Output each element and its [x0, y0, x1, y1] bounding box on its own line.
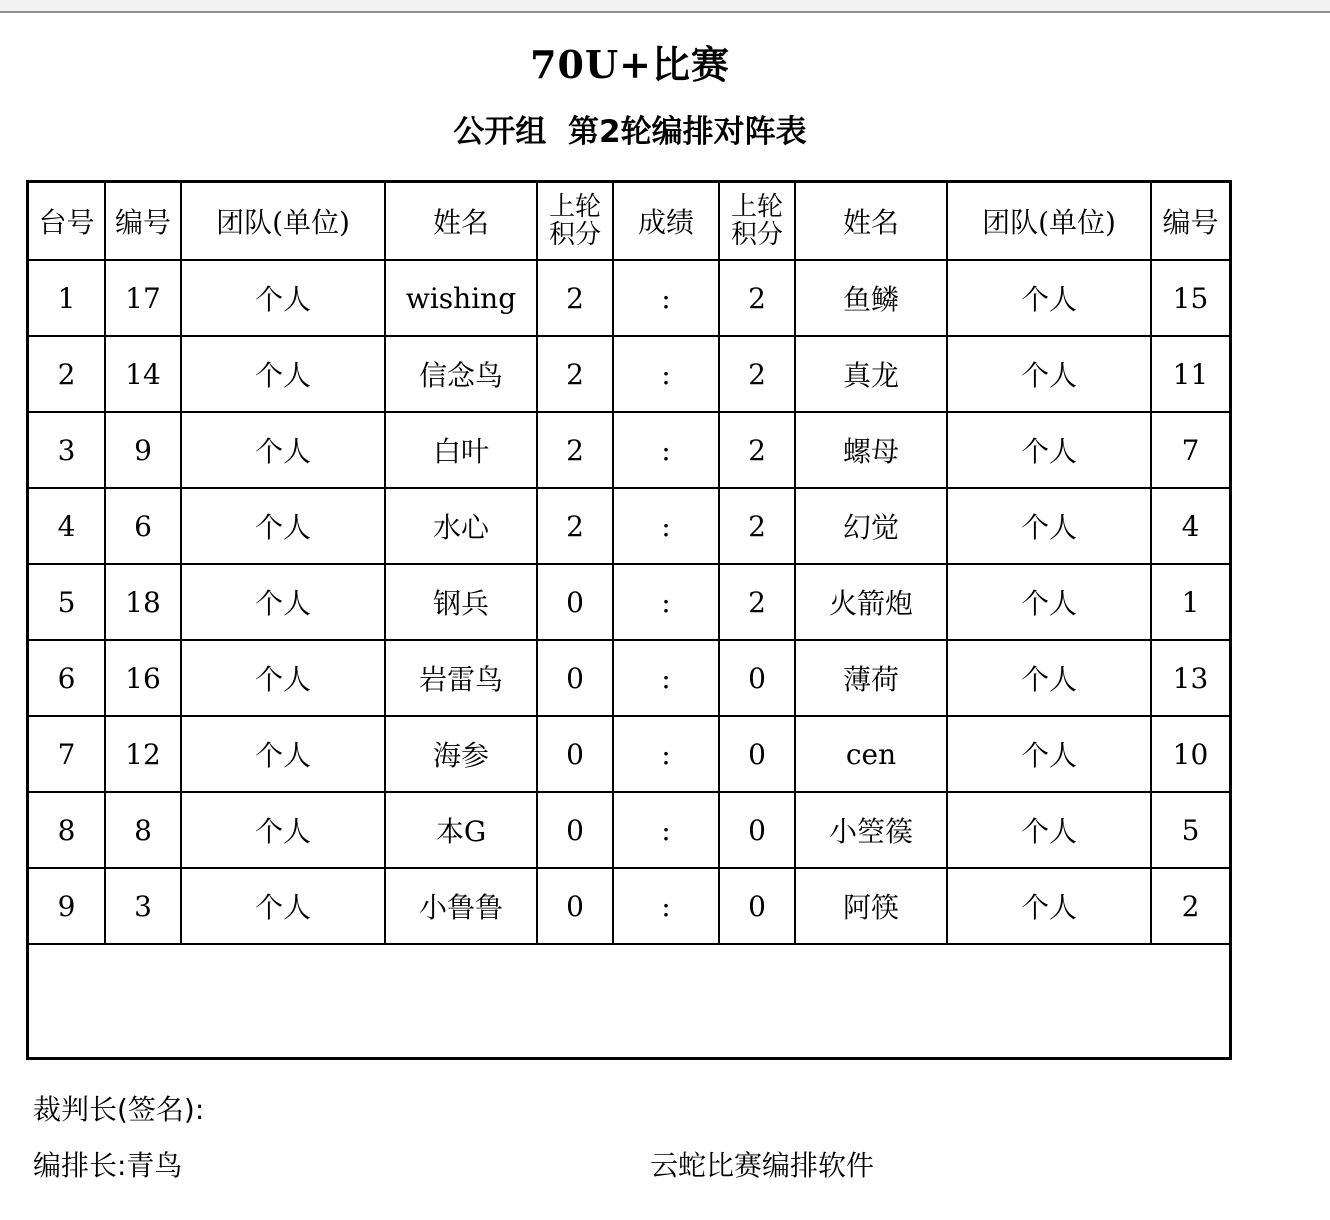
cell-table-no: 3	[29, 412, 105, 488]
chief-referee-signature: 裁判长(签名):	[33, 1093, 205, 1126]
cell-id-left: 3	[105, 868, 181, 944]
header-name-left: 姓名	[385, 183, 537, 260]
cell-id-left: 14	[105, 336, 181, 412]
cell-id-left: 16	[105, 640, 181, 716]
cell-table-no: 7	[29, 716, 105, 792]
cell-table-no: 9	[29, 868, 105, 944]
cell-table-no: 6	[29, 640, 105, 716]
cell-name-right: 阿筷	[795, 868, 947, 944]
cell-team-left: 个人	[181, 716, 385, 792]
table-header-row	[29, 183, 1229, 260]
cell-prev-score-right: 2	[719, 336, 795, 412]
cell-id-right: 1	[1151, 564, 1229, 640]
cell-team-right: 个人	[947, 412, 1151, 488]
cell-result: :	[613, 716, 719, 792]
header-result: 成绩	[613, 183, 719, 260]
cell-prev-score-right: 0	[719, 868, 795, 944]
cell-team-left: 个人	[181, 336, 385, 412]
table-row	[29, 488, 1229, 564]
cell-id-right: 11	[1151, 336, 1229, 412]
cell-name-right: cen	[795, 716, 947, 792]
cell-prev-score-left: 2	[537, 336, 613, 412]
cell-result: :	[613, 260, 719, 336]
cell-prev-score-left: 0	[537, 564, 613, 640]
cell-prev-score-left: 2	[537, 412, 613, 488]
cell-team-right: 个人	[947, 564, 1151, 640]
cell-table-no: 8	[29, 792, 105, 868]
header-prev-score-right	[719, 183, 795, 260]
cell-id-right: 2	[1151, 868, 1229, 944]
software-label: 云蛇比赛编排软件	[650, 1149, 875, 1182]
cell-name-left: 本G	[385, 792, 537, 868]
cell-prev-score-right: 2	[719, 412, 795, 488]
cell-name-left: 海参	[385, 716, 537, 792]
cell-result: :	[613, 564, 719, 640]
cell-table-no: 2	[29, 336, 105, 412]
cell-team-left: 个人	[181, 564, 385, 640]
cell-prev-score-left: 2	[537, 260, 613, 336]
header-name-right: 姓名	[795, 183, 947, 260]
cell-name-right: 薄荷	[795, 640, 947, 716]
cell-name-left: 小鲁鲁	[385, 868, 537, 944]
cell-result: :	[613, 792, 719, 868]
header-prev-score-left-line1: 上轮	[548, 192, 601, 222]
cell-id-right: 7	[1151, 412, 1229, 488]
cell-prev-score-left: 0	[537, 792, 613, 868]
table-row	[29, 336, 1229, 412]
cell-result: :	[613, 640, 719, 716]
cell-team-right: 个人	[947, 716, 1151, 792]
header-team-left: 团队(单位)	[181, 183, 385, 260]
cell-team-left: 个人	[181, 412, 385, 488]
cell-table-no: 5	[29, 564, 105, 640]
cell-prev-score-right: 2	[719, 564, 795, 640]
cell-id-left: 17	[105, 260, 181, 336]
cell-result: :	[613, 868, 719, 944]
table-row	[29, 868, 1229, 944]
table-row	[29, 640, 1229, 716]
table-row	[29, 260, 1229, 336]
cell-id-left: 9	[105, 412, 181, 488]
cell-team-left: 个人	[181, 640, 385, 716]
cell-name-right: 幻觉	[795, 488, 947, 564]
header-id-right: 编号	[1151, 183, 1229, 260]
cell-team-left: 个人	[181, 260, 385, 336]
cell-name-right: 火箭炮	[795, 564, 947, 640]
cell-prev-score-right: 0	[719, 716, 795, 792]
table-row	[29, 716, 1229, 792]
cell-team-left: 个人	[181, 488, 385, 564]
cell-name-right: 小箜篌	[795, 792, 947, 868]
table-row	[29, 412, 1229, 488]
cell-name-right: 鱼鳞	[795, 260, 947, 336]
cell-prev-score-left: 2	[537, 488, 613, 564]
cell-prev-score-right: 2	[719, 260, 795, 336]
header-team-right: 团队(单位)	[947, 183, 1151, 260]
cell-id-left: 8	[105, 792, 181, 868]
cell-id-left: 12	[105, 716, 181, 792]
header-prev-score-left	[537, 183, 613, 260]
cell-id-right: 15	[1151, 260, 1229, 336]
cell-id-left: 6	[105, 488, 181, 564]
cell-prev-score-right: 0	[719, 792, 795, 868]
cell-result: :	[613, 412, 719, 488]
cell-id-right: 13	[1151, 640, 1229, 716]
cell-team-right: 个人	[947, 640, 1151, 716]
page-title: 70U+比赛	[530, 42, 730, 87]
cell-name-left: 水心	[385, 488, 537, 564]
header-prev-score-left-line2: 积分	[548, 220, 601, 250]
header-prev-score-right-line2: 积分	[730, 220, 783, 250]
cell-id-left: 18	[105, 564, 181, 640]
cell-result: :	[613, 336, 719, 412]
pairings-table	[29, 183, 1229, 945]
cell-name-left: 白叶	[385, 412, 537, 488]
pairings-table-frame	[26, 180, 1232, 1060]
cell-prev-score-left: 0	[537, 640, 613, 716]
cell-team-right: 个人	[947, 336, 1151, 412]
cell-team-right: 个人	[947, 488, 1151, 564]
header-prev-score-right-line1: 上轮	[730, 192, 783, 222]
cell-team-left: 个人	[181, 868, 385, 944]
cell-id-right: 4	[1151, 488, 1229, 564]
cell-team-right: 个人	[947, 868, 1151, 944]
cell-prev-score-right: 2	[719, 488, 795, 564]
cell-name-right: 螺母	[795, 412, 947, 488]
cell-name-left: 信念鸟	[385, 336, 537, 412]
cell-id-right: 10	[1151, 716, 1229, 792]
arranger-label: 编排长:青鸟	[33, 1149, 183, 1182]
header-table-no: 台号	[29, 183, 105, 260]
cell-team-right: 个人	[947, 260, 1151, 336]
cell-table-no: 1	[29, 260, 105, 336]
cell-name-right: 真龙	[795, 336, 947, 412]
header-id-left: 编号	[105, 183, 181, 260]
page-subtitle: 公开组 第2轮编排对阵表	[453, 114, 807, 150]
table-row	[29, 792, 1229, 868]
cell-id-right: 5	[1151, 792, 1229, 868]
cell-prev-score-right: 0	[719, 640, 795, 716]
cell-team-right: 个人	[947, 792, 1151, 868]
cell-name-left: 岩雷鸟	[385, 640, 537, 716]
cell-team-left: 个人	[181, 792, 385, 868]
table-row	[29, 564, 1229, 640]
cell-result: :	[613, 488, 719, 564]
cell-prev-score-left: 0	[537, 716, 613, 792]
cell-name-left: 钢兵	[385, 564, 537, 640]
cell-table-no: 4	[29, 488, 105, 564]
cell-name-left: wishing	[385, 260, 537, 336]
window-top-edge	[0, 0, 1330, 13]
cell-prev-score-left: 0	[537, 868, 613, 944]
